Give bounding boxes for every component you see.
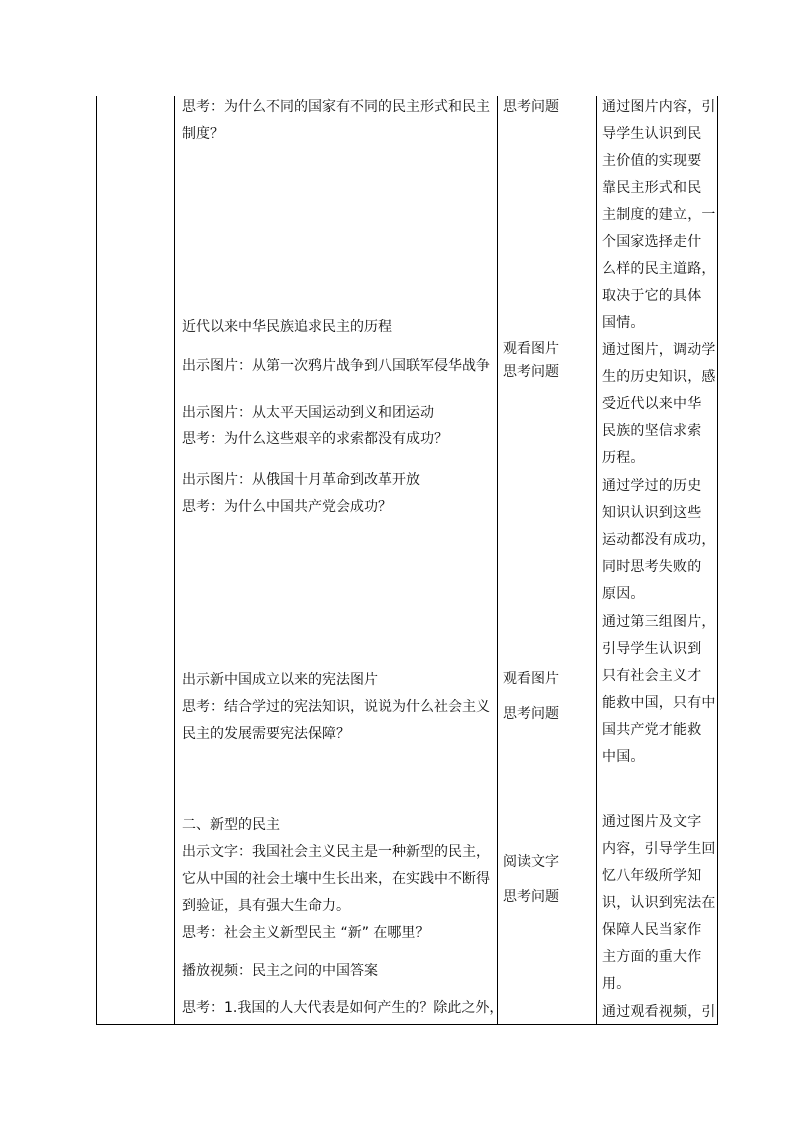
- play-video-line: 播放视频：民主之问的中国答案: [182, 963, 378, 979]
- text-line: 观看图片: [503, 341, 559, 357]
- show-image-opium-war: 出示图片：从第一次鸦片战争到八国联军侵华战争: [182, 358, 490, 374]
- purpose-socialism-saves-china: [602, 609, 714, 771]
- text-line: 制度？: [182, 126, 224, 142]
- text-line: 思考：社会主义新型民主 “新” 在哪里？: [182, 925, 430, 941]
- text-line: 它从中国的社会土壤中生长出来，在实践中不断得: [182, 871, 490, 887]
- text-line: 通过学过的历史: [602, 478, 702, 494]
- section-history-title: 近代以来中华民族追求民主的历程: [182, 319, 392, 335]
- text-line: 中国。: [602, 749, 645, 765]
- constitution-block: [182, 667, 500, 748]
- text-line: 思考：结合学过的宪法知识，说说为什么社会主义: [182, 699, 490, 715]
- text-line: 靠民主形式和民: [602, 180, 702, 196]
- text-line: 运动都没有成功，: [602, 532, 716, 548]
- text-line: 历程。: [602, 450, 645, 466]
- question-npc-deputies: 思考：1.我国的人大代表是如何产生的？除此之外，: [182, 1000, 504, 1016]
- text-line: 主制度的建立，一: [602, 207, 716, 223]
- text-line: 个国家选择走什: [602, 234, 702, 250]
- text-line: 知识认识到这些: [602, 505, 702, 521]
- text-line: 忆八年级所学知: [602, 868, 702, 884]
- text-line: 到验证，具有强大生命力。: [182, 898, 350, 914]
- text-line: 引导学生认识到: [602, 641, 702, 657]
- purpose-failed-movements: [602, 473, 714, 608]
- activity-view-images: 观看图片: [503, 671, 559, 687]
- text-line: 原因。: [602, 586, 645, 602]
- text-line: 民族的坚信求索: [602, 423, 702, 439]
- text-line: 通过图片内容，引: [602, 99, 716, 115]
- question-why-cpc-succeeded: 思考：为什么中国共产党会成功？: [182, 499, 392, 515]
- table-border-right: [717, 96, 718, 1025]
- text-line: 内容，引导学生回: [602, 841, 716, 857]
- text-line: 能救中国，只有中: [602, 695, 716, 711]
- column-divider-1: [174, 96, 175, 1025]
- text-line: 导学生认识到民: [602, 126, 702, 142]
- show-image-october-revolution: 出示图片：从俄国十月革命到改革开放: [182, 472, 420, 488]
- activity-read-text: 阅读文字: [503, 854, 559, 870]
- text-line: 主价值的实现要: [602, 153, 702, 169]
- text-line: 国共产党才能救: [602, 722, 702, 738]
- text-line: 思考：为什么不同的国家有不同的民主形式和民主: [182, 99, 490, 115]
- activity-think-3: 思考问题: [503, 889, 559, 905]
- text-line: 主方面的重大作: [602, 949, 702, 965]
- text-line: 识，认识到宪法在: [602, 895, 716, 911]
- lesson-plan-table: [96, 96, 718, 1025]
- text-line: 生的历史知识，感: [602, 369, 716, 385]
- text-line: 只有社会主义才: [602, 668, 702, 684]
- text-line: 出示文字：我国社会主义民主是一种新型的民主，: [182, 844, 490, 860]
- text-line: 通过图片，调动学: [602, 342, 716, 358]
- column-divider-3: [596, 96, 597, 1025]
- text-line: 保障人民当家作: [602, 922, 702, 938]
- question-democracy-forms: [182, 94, 500, 148]
- text-line: 受近代以来中华: [602, 396, 702, 412]
- show-image-taiping: 出示图片：从太平天国运动到义和团运动: [182, 405, 434, 421]
- text-line: 么样的民主道路，: [602, 261, 716, 277]
- text-line: 取决于它的具体: [602, 288, 702, 304]
- text-line: 用。: [602, 976, 631, 992]
- text-line: 通过图片及文字: [602, 814, 702, 830]
- question-why-failed: 思考：为什么这些艰辛的求索都没有成功？: [182, 431, 448, 447]
- new-democracy-block: [182, 812, 500, 947]
- text-line: 民主的发展需要宪法保障？: [182, 726, 350, 742]
- section-heading: 二、新型的民主: [182, 817, 280, 833]
- text-line: 思考问题: [503, 364, 559, 380]
- activity-think: 思考问题: [503, 99, 559, 115]
- text-line: 同时思考失败的: [602, 559, 702, 575]
- text-line: 通过第三组图片，: [602, 614, 716, 630]
- purpose-video: 通过观看视频，引: [602, 1004, 716, 1020]
- activity-think-2: 思考问题: [503, 706, 559, 722]
- activity-view-think: [503, 338, 593, 384]
- purpose-democracy-forms: [602, 94, 714, 337]
- text-line: 国情。: [602, 315, 645, 331]
- text-line: 出示新中国成立以来的宪法图片: [182, 672, 378, 688]
- purpose-constitution: [602, 809, 714, 998]
- table-border-left: [96, 96, 97, 1025]
- purpose-history-knowledge: [602, 337, 714, 472]
